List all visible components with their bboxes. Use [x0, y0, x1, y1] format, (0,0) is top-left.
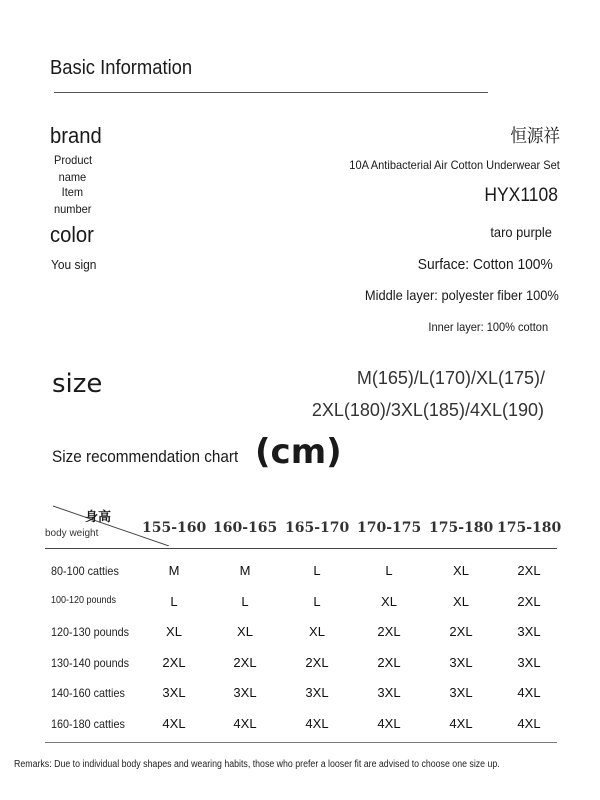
size-cell: 4XL	[517, 685, 541, 700]
column-header: 170-175	[357, 520, 422, 536]
size-cell: 3XL	[162, 685, 186, 700]
size-cell: 2XL	[517, 563, 541, 578]
size-cell: XL	[237, 624, 253, 639]
header-weight-label: body weight	[45, 528, 99, 539]
product-name-label-line1: Product	[54, 153, 93, 167]
size-cell: XL	[453, 593, 469, 609]
size-cell: 3XL	[449, 654, 473, 670]
color-label: color	[50, 222, 94, 247]
size-cell: 3XL	[517, 654, 541, 670]
size-cell: 3XL	[233, 685, 257, 700]
size-cell: L	[241, 593, 249, 609]
size-cell: M	[239, 563, 251, 578]
column-header: 175-180	[429, 520, 494, 536]
size-cell: 2XL	[517, 593, 541, 609]
product-name-label-line2: name	[58, 170, 87, 184]
size-cell: L	[385, 563, 393, 578]
color-value: taro purple	[490, 224, 552, 240]
fabric-middle-value: Middle layer: polyester fiber 100%	[364, 287, 559, 303]
size-cell: 3XL	[517, 624, 541, 639]
fabric-surface-value: Surface: Cotton 100%	[417, 256, 553, 273]
table-row	[45, 557, 557, 588]
item-number-label-line2: number	[54, 202, 92, 216]
brand-label: brand	[50, 123, 102, 148]
row-weight-label: 80-100 catties	[51, 564, 119, 578]
column-header: 165-170	[285, 520, 350, 536]
header-height-label: 身高	[85, 509, 112, 524]
size-cell: L	[313, 563, 321, 578]
size-cell: 3XL	[449, 685, 473, 700]
size-table-header	[45, 502, 562, 549]
product-name-label	[54, 152, 91, 186]
size-cell: 2XL	[377, 624, 401, 639]
table-row	[45, 588, 557, 619]
size-cell: 4XL	[233, 715, 257, 731]
title-divider	[54, 92, 488, 93]
size-cell: 2XL	[233, 654, 257, 670]
table-bottom-rule	[45, 742, 557, 743]
item-number-label-line1: Item	[61, 185, 84, 199]
size-cell: 4XL	[377, 715, 401, 731]
size-cell: 2XL	[305, 654, 329, 670]
size-cell: XL	[166, 624, 182, 639]
size-cell: L	[170, 593, 178, 609]
size-cell: 4XL	[162, 715, 186, 731]
you-sign-label: You sign	[51, 257, 97, 272]
section-title: Basic Information	[50, 57, 193, 79]
column-header: 175-180	[497, 520, 562, 536]
item-number-value: HYX1108	[484, 185, 558, 206]
size-table	[45, 502, 562, 743]
size-cell: 3XL	[305, 685, 329, 700]
size-cell: 2XL	[377, 654, 401, 670]
fabric-inner-value: Inner layer: 100% cotton	[428, 320, 548, 334]
size-cell: 4XL	[449, 715, 473, 731]
size-chart-title: Size recommendation chart	[52, 447, 239, 466]
remarks-note: Remarks: Due to individual body shapes and wearing habits, those who prefer a looser fit are advised to choose one size up.	[14, 759, 500, 770]
column-header: 160-165	[213, 520, 278, 536]
size-cell: 2XL	[162, 654, 186, 670]
column-header: 155-160	[142, 520, 207, 536]
size-cell: XL	[381, 593, 397, 609]
table-row	[45, 618, 557, 649]
size-chart-unit: (cm)	[255, 432, 342, 472]
item-number-label	[54, 184, 91, 218]
size-table-body	[45, 549, 557, 740]
product-name-value: 10A Antibacterial Air Cotton Underwear Set	[349, 158, 560, 172]
row-weight-label: 120-130 pounds	[51, 625, 130, 639]
size-list-line1: M(165)/L(170)/XL(175)/	[356, 368, 545, 388]
size-cell: L	[313, 593, 321, 609]
table-row	[45, 710, 557, 741]
size-cell: XL	[309, 624, 325, 639]
size-cell: 2XL	[449, 624, 473, 639]
size-list-line2: 2XL(180)/3XL(185)/4XL(190)	[311, 400, 544, 420]
row-weight-label: 160-180 catties	[51, 716, 125, 731]
size-cell: 3XL	[377, 685, 401, 700]
size-cell: M	[168, 563, 180, 578]
size-cell: 4XL	[517, 715, 541, 731]
row-weight-label: 140-160 catties	[51, 686, 125, 700]
size-label: size	[52, 369, 103, 399]
table-row	[45, 679, 557, 710]
row-weight-label: 130-140 pounds	[51, 655, 130, 670]
size-cell: XL	[453, 563, 469, 578]
table-row	[45, 649, 557, 680]
row-weight-label: 100-120 pounds	[51, 594, 117, 606]
brand-value: 恒源祥	[510, 126, 560, 146]
size-cell: 4XL	[305, 715, 329, 731]
